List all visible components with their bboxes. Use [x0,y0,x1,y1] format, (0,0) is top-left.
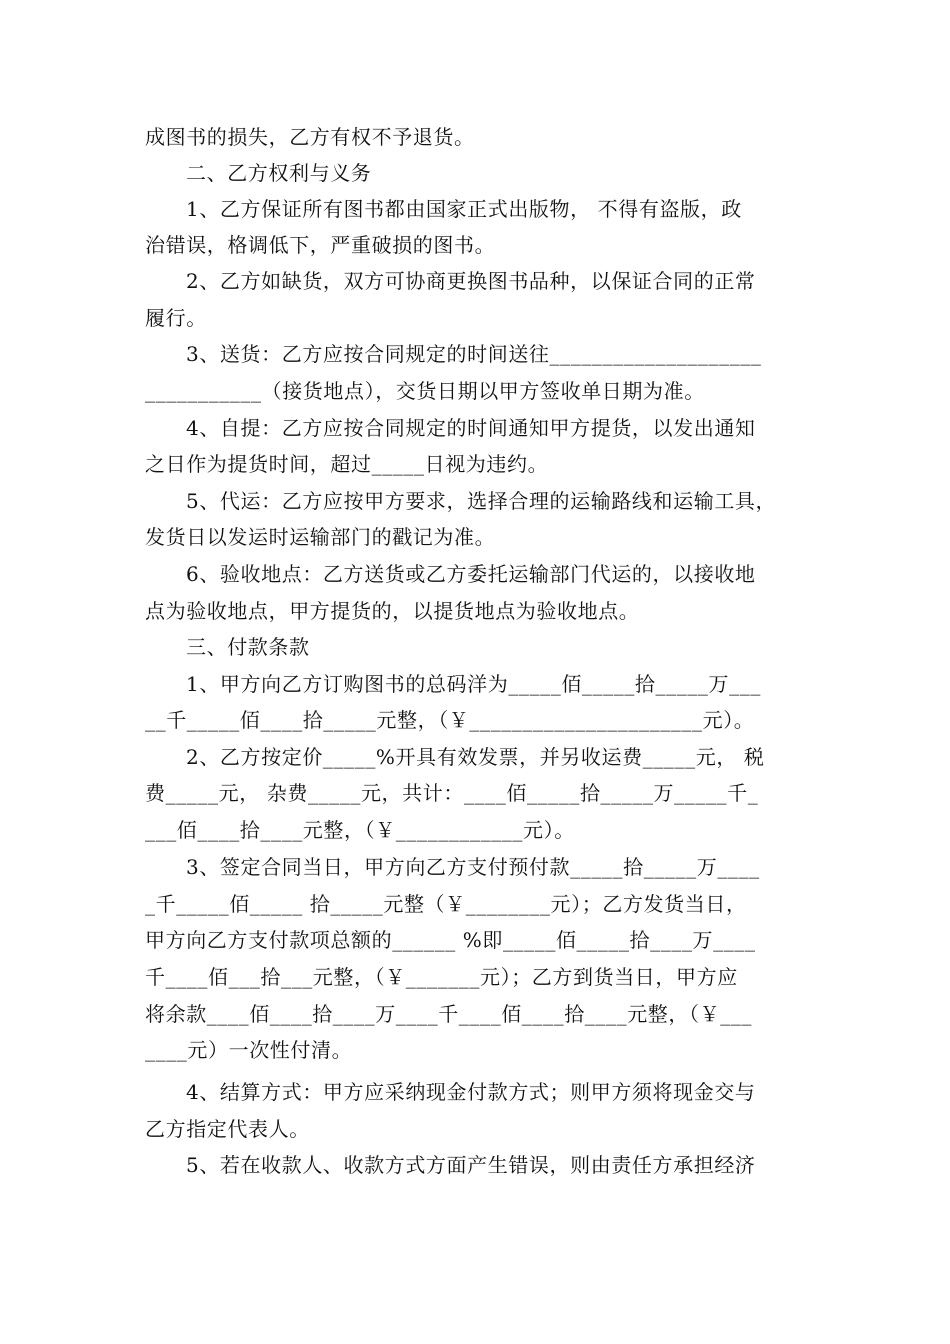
text-line: 治错误，格调低下，严重破损的图书。 [145,233,496,257]
text-line: 将余款____佰____拾____万____千____佰____拾____元整，（￥___ [145,1002,752,1026]
text-line: _千_____佰_____ 拾_____元整（￥________元）；乙方发货当日， [145,892,747,916]
text-line: 甲方向乙方支付款项总额的______ %即_____佰_____拾____万____ [145,928,756,952]
text-line: 2、乙方如缺货，双方可协商更换图书品种，以保证合同的正常 [186,269,756,293]
text-line: ___________（接货地点），交货日期以甲方签收单日期为准。 [145,379,705,403]
text-line: 1、乙方保证所有图书都由国家正式出版物， 不得有盗版，政 [186,197,742,221]
text-line: 费_____元， 杂费_____元，共计：____佰_____拾_____万_____千_ [145,781,759,805]
text-line: 2、乙方按定价_____%开具有效发票，并另收运费_____元， 税 [186,745,765,769]
text-line: 点为验收地点，甲方提货的，以提货地点为验收地点。 [145,599,640,623]
text-line: 1、甲方向乙方订购图书的总码洋为_____佰_____拾_____万___ [186,672,761,696]
text-line: ___佰____拾____元整，（￥____________元）。 [145,818,575,842]
section-heading: 三、付款条款 [186,635,310,659]
text-line: 成图书的损失，乙方有权不予退货。 [145,125,475,149]
text-line: 履行。 [145,306,207,330]
text-line: 5、若在收款人、收款方式方面产生错误，则由责任方承担经济 [186,1153,756,1177]
text-line: 4、自提：乙方应按合同规定的时间通知甲方提货，以发出通知 [186,416,756,440]
text-line: 3、送货：乙方应按合同规定的时间送往____________________ [186,342,762,366]
text-line: __千_____佰____拾_____元整，（￥______________________元）。 [145,708,755,732]
text-line: 发货日以发运时运输部门的戳记为准。 [145,525,496,549]
text-line: 千____佰___拾___元整，（￥_______元）；乙方到货当日，甲方应 [145,965,738,989]
text-line: 乙方指定代表人。 [145,1117,310,1141]
text-line: 5、代运：乙方应按甲方要求，选择合理的运输路线和运输工具， [186,489,777,513]
section-heading: 二、乙方权利与义务 [186,161,372,185]
text-line: ____元）一次性付清。 [145,1038,353,1062]
text-line: 3、签定合同当日，甲方向乙方支付预付款_____拾_____万____ [186,855,760,879]
text-line: 4、结算方式：甲方应采纳现金付款方式；则甲方须将现金交与 [186,1080,756,1104]
text-line: 6、验收地点：乙方送货或乙方委托运输部门代运的，以接收地 [186,562,756,586]
text-line: 之日作为提货时间，超过_____日视为违约。 [145,452,549,476]
